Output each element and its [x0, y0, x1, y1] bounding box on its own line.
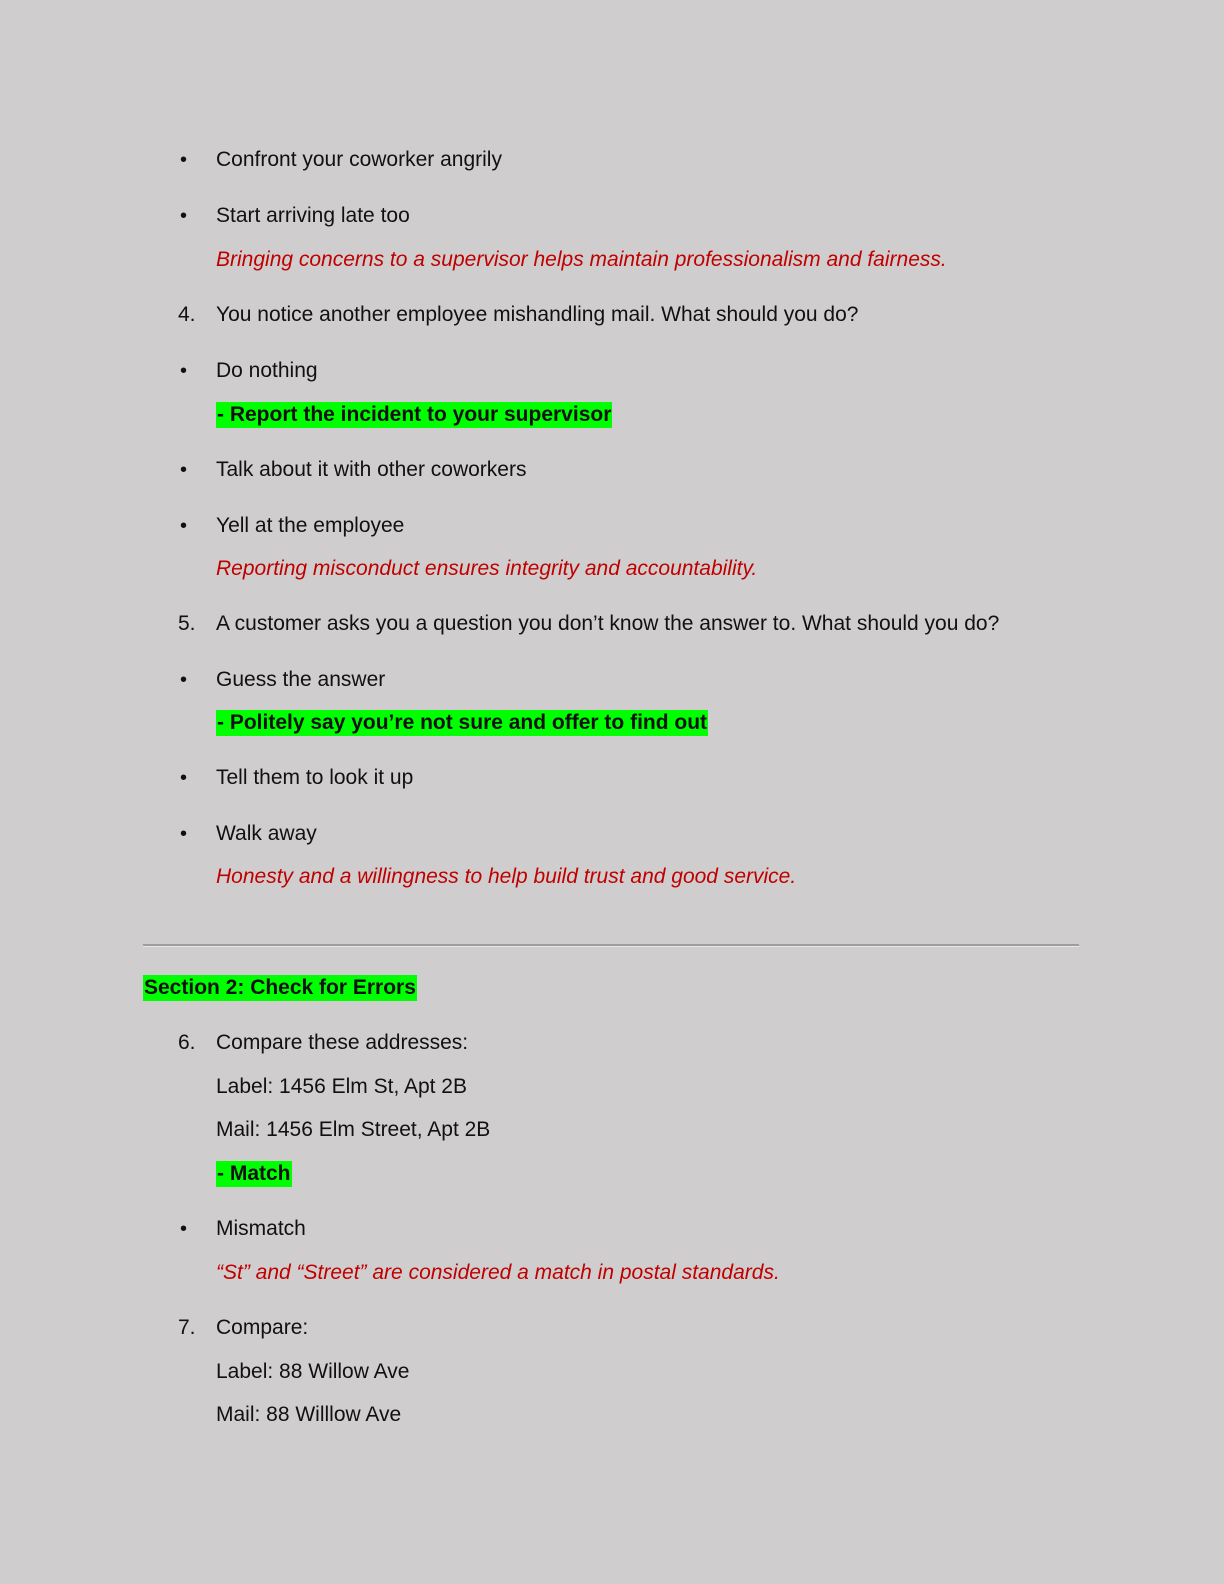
q3-option-2: Start arriving late too: [216, 204, 410, 227]
q7-mail-address: Mail: 88 Willlow Ave: [216, 1403, 402, 1426]
q7-label-address: Label: 88 Willow Ave: [216, 1360, 410, 1383]
bullet-glyph: •: [180, 767, 188, 789]
q4-option-2: Talk about it with other coworkers: [216, 458, 527, 481]
section-divider: [143, 944, 1079, 947]
q4-option-1: Do nothing: [216, 359, 318, 382]
bullet-glyph: •: [180, 669, 188, 691]
q6-mail-address: Mail: 1456 Elm Street, Apt 2B: [216, 1118, 491, 1141]
q6-question: Compare these addresses:: [216, 1031, 469, 1054]
q4-explanation: Reporting misconduct ensures integrity and accountability.: [216, 557, 758, 580]
q5-explanation: Honesty and a willingness to help build trust and good service.: [216, 865, 797, 888]
q6-correct-answer: - Match: [217, 1162, 291, 1185]
q4-correct-answer: - Report the incident to your supervisor: [217, 403, 612, 426]
q3-option-1: Confront your coworker angrily: [216, 148, 502, 171]
q5-option-3: Walk away: [216, 822, 317, 845]
q5-question: A customer asks you a question you don’t know the answer to. What should you do?: [216, 612, 1000, 635]
bullet-glyph: •: [180, 360, 188, 382]
q4-option-3: Yell at the employee: [216, 514, 405, 537]
q6-explanation: “St” and “Street” are considered a match in postal standards.: [216, 1261, 780, 1284]
q5-option-1: Guess the answer: [216, 668, 386, 691]
q5-correct-answer: - Politely say you’re not sure and offer to find out: [217, 711, 708, 734]
q4-question: You notice another employee mishandling mail. What should you do?: [216, 303, 859, 326]
bullet-glyph: •: [180, 1218, 188, 1240]
q3-explanation: Bringing concerns to a supervisor helps maintain professionalism and fairness.: [216, 248, 947, 271]
q5-number: 5.: [178, 612, 196, 635]
q6-label-address: Label: 1456 Elm St, Apt 2B: [216, 1075, 467, 1098]
bullet-glyph: •: [180, 149, 188, 171]
bullet-glyph: •: [180, 459, 188, 481]
q4-number: 4.: [178, 303, 196, 326]
bullet-glyph: •: [180, 515, 188, 537]
q7-number: 7.: [178, 1316, 196, 1339]
q7-question: Compare:: [216, 1316, 309, 1339]
section-2-heading: Section 2: Check for Errors: [144, 976, 416, 999]
bullet-glyph: •: [180, 823, 188, 845]
q5-option-2: Tell them to look it up: [216, 766, 414, 789]
bullet-glyph: •: [180, 205, 188, 227]
q6-option: Mismatch: [216, 1217, 306, 1240]
q6-number: 6.: [178, 1031, 196, 1054]
